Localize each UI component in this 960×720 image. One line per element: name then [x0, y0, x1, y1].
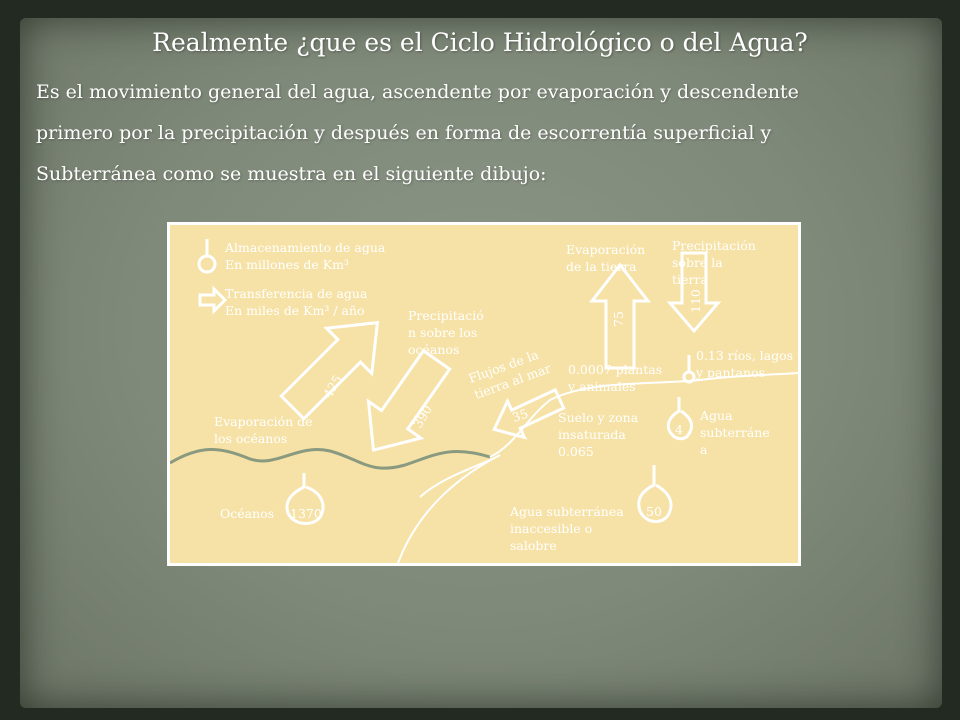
groundwater-label: Agua subterráne a — [700, 408, 770, 457]
ocean-evaporation-value: 425 — [320, 372, 345, 401]
rivers-label: 0.13 ríos, lagos y pantanos — [696, 348, 794, 380]
slide-title: Realmente ¿que es el Ciclo Hidrológico o del Agua? — [152, 28, 808, 57]
intro-line: Es el movimiento general del agua, ascendente por evaporación y descendente — [36, 81, 799, 103]
ocean-surface-line — [170, 449, 490, 468]
land-precipitation-value: 110 — [688, 289, 703, 313]
plants-label: 0.0007 plantas y animales — [568, 362, 663, 394]
soil-label: Suelo y zona insaturada 0.065 — [558, 410, 639, 459]
arrow-right-icon — [200, 289, 225, 311]
ocean-evaporation-label: Evaporación de los océanos — [214, 414, 313, 446]
land-precipitation-label: Precipitación sobre la tierra — [672, 238, 756, 287]
land-evaporation-label: Evaporación de la tierra — [566, 242, 646, 274]
oceans-label: Océanos — [220, 506, 275, 521]
ocean-precipitation-value: 390 — [410, 402, 435, 431]
runoff-value: 35 — [510, 405, 531, 426]
drop-icon — [199, 239, 215, 272]
deep-groundwater-value: 50 — [646, 504, 662, 519]
oceans-value: 1370 — [290, 506, 322, 521]
groundwater-value: 4 — [675, 422, 683, 437]
land-evaporation-value: 75 — [611, 311, 626, 327]
runoff-label: Flujos de la tierra al mar — [466, 346, 553, 403]
intro-line: primero por la precipitación y después en forma de escorrentía superficial y — [36, 122, 772, 144]
ocean-precipitation-arrow — [347, 342, 463, 469]
legend-transfer-label: Transferencia de agua En miles de Km³ / año — [225, 286, 368, 318]
deep-groundwater-label: Agua subterránea inaccesible o salobre — [510, 504, 624, 553]
shelf-contour — [420, 459, 492, 497]
ocean-precipitation-label: Precipitació n sobre los océanos — [408, 308, 484, 357]
coast-contour — [398, 455, 500, 563]
rivers-storage-drop — [684, 355, 694, 382]
intro-paragraph — [36, 72, 916, 195]
water-cycle-diagram — [167, 222, 801, 566]
intro-line: Subterránea como se muestra en el siguiente dibujo: — [36, 163, 547, 185]
legend-storage-label: Almacenamiento de agua En millones de Km³ — [225, 240, 386, 272]
